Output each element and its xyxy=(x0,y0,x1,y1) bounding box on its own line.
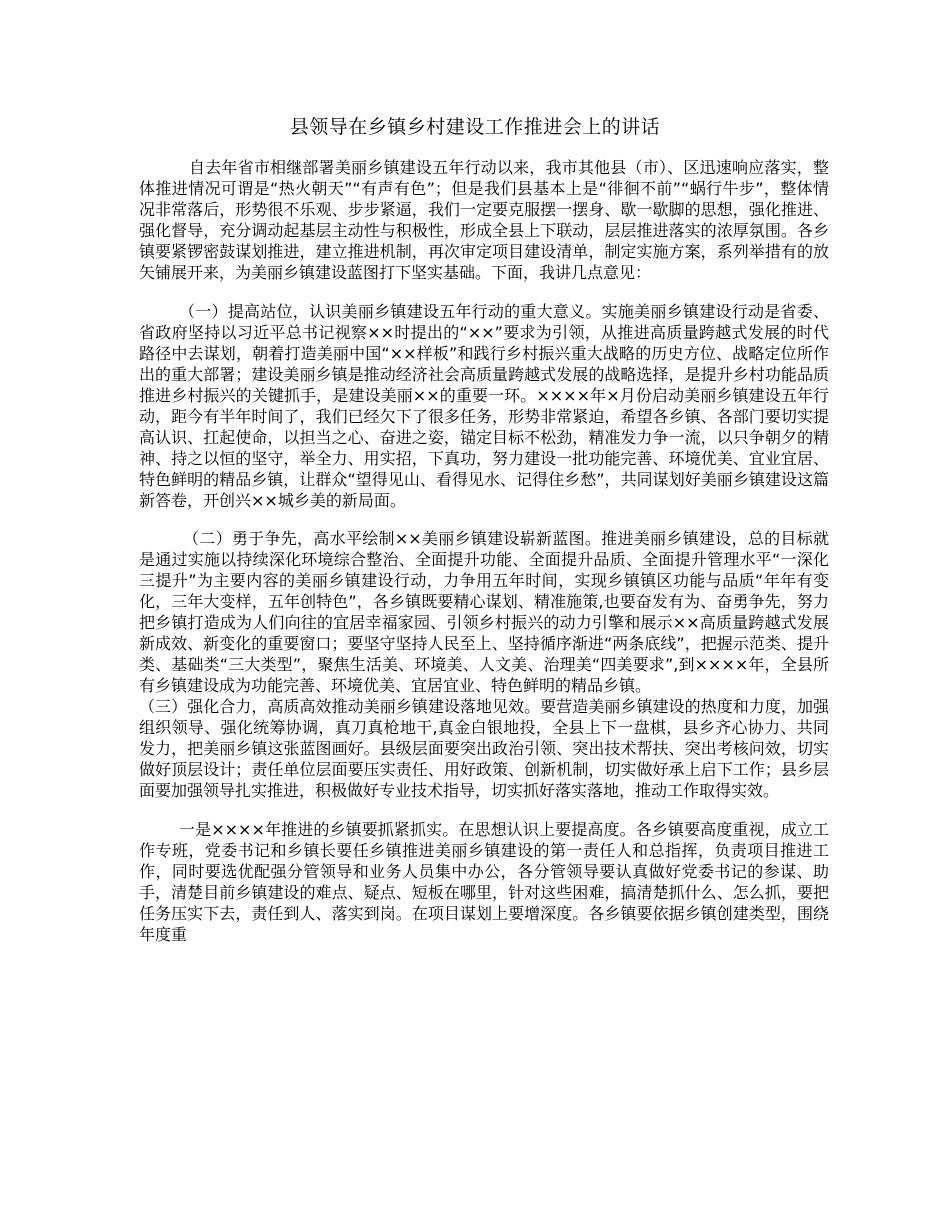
paragraph-section-3: （三）强化合力，高质高效推动美丽乡镇建设落地见效。要营造美丽乡镇建设的热度和力度，加强组织领导、强化统筹协调，真刀真枪地干,真金白银地投，全县上下一盘棋，县乡齐心协力、共同发力，把美丽乡镇这张蓝图画好。县级层面要突出政治引领、突出技术帮扶、突出考核问效，切实做好顶层设计；责任单位层面要压实责任、用好政策、创新机制，切实做好承上启下工作；县乡层面要加强领导扎实推进，积极做好专业技术指导，切实抓好落实落地，推动工作取得实效。 xyxy=(139,697,829,800)
document-title: 县领导在乡镇乡村建设工作推进会上的讲话 xyxy=(289,116,661,138)
paragraph-intro: 自去年省市相继部署美丽乡镇建设五年行动以来，我市其他县（市）、区迅速响应落实，整体推进情况可谓是“热火朝天”“有声有色”；但是我们县基本上是“徘徊不前”“蜗行牛步”，整体情况非常落后，形势很不乐观、步步紧逼，我们一定要克服摆一摆身、歇一歇脚的思想，强化推进、强化督导，充分调动起基层主动性与积极性，形成全县上下联动，层层推进落实的浓厚氛围。各乡镇要紧锣密鼓谋划推进，建立推进机制，再次审定项目建设清单，制定实施方案，系列举措有的放矢铺展开来，为美丽乡镇建设蓝图打下坚实基础。下面，我讲几点意见： xyxy=(139,158,829,282)
paragraph-section-2: （二）勇于争先，高水平绘制××美丽乡镇建设崭新蓝图。推进美丽乡镇建设，总的目标就是通过实施以持续深化环境综合整治、全面提升功能、全面提升品质、全面提升管理水平“一深化三提升”为主要内容的美丽乡镇建设行动，力争用五年时间，实现乡镇镇区功能与品质“年年有变化，三年大变样，五年创特色”，各乡镇既要精心谋划、精准施策,也要奋发有为、奋勇争先，努力把乡镇打造成为人们向往的宜居幸福家园、引领乡村振兴的动力引擎和展示××高质量跨越式发展新成效、新变化的重要窗口；要坚守坚持人民至上、坚持循序渐进“两条底线”，把握示范类、提升类、基础类“三大类型”，聚焦生活美、环境美、人文美、治理美“四美要求”,到××××年，全县所有乡镇建设成为功能完善、环境优美、宜居宜业、特色鲜明的精品乡镇。 xyxy=(139,529,829,695)
paragraph-section-1: （一）提高站位，认识美丽乡镇建设五年行动的重大意义。实施美丽乡镇建设行动是省委、省政府坚持以习近平总书记视察××时提出的“××”要求为引领，从推进高质量跨越式发展的时代路径中去谋划，朝着打造美丽中国“××样板”和践行乡村振兴重大战略的历史方位、战略定位所作出的重大部署；建设美丽乡镇是推动经济社会高质量跨越式发展的战略选择，是提升乡村功能品质推进乡村振兴的关键抓手，是建设美丽××的重要一环。××××年×月份启动美丽乡镇建设五年行动，距今有半年时间了，我们已经欠下了很多任务，形势非常紧迫，希望各乡镇、各部门要切实提高认识、扛起使命，以担当之心、奋进之姿，锚定目标不松劲，精准发力争一流，以只争朝夕的精神、持之以恒的坚守，举全力、用实招，下真功，努力建设一批功能完善、环境优美、宜业宜居、特色鲜明的精品乡镇，让群众“望得见山、看得见水、记得住乡愁”，共同谋划好美丽乡镇建设这篇新答卷，开创兴××城乡美的新局面。 xyxy=(139,302,829,510)
document-body xyxy=(139,157,829,945)
paragraph-point-1: 一是××××年推进的乡镇要抓紧抓实。在思想认识上要提高度。各乡镇要高度重视，成立工作专班，党委书记和乡镇长要任乡镇推进美丽乡镇建设的第一责任人和总指挥，负责项目推进工作，同时要选优配强分管领导和业务人员集中办公，各分管领导要认真做好党委书记的参谋、助手，清楚目前乡镇建设的难点、疑点、短板在哪里，针对这些困难，搞清楚抓什么、怎么抓，要把任务压实下去，责任到人、落实到岗。在项目谋划上要增深度。各乡镇要依据乡镇创建类型，围绕年度重 xyxy=(139,820,829,944)
